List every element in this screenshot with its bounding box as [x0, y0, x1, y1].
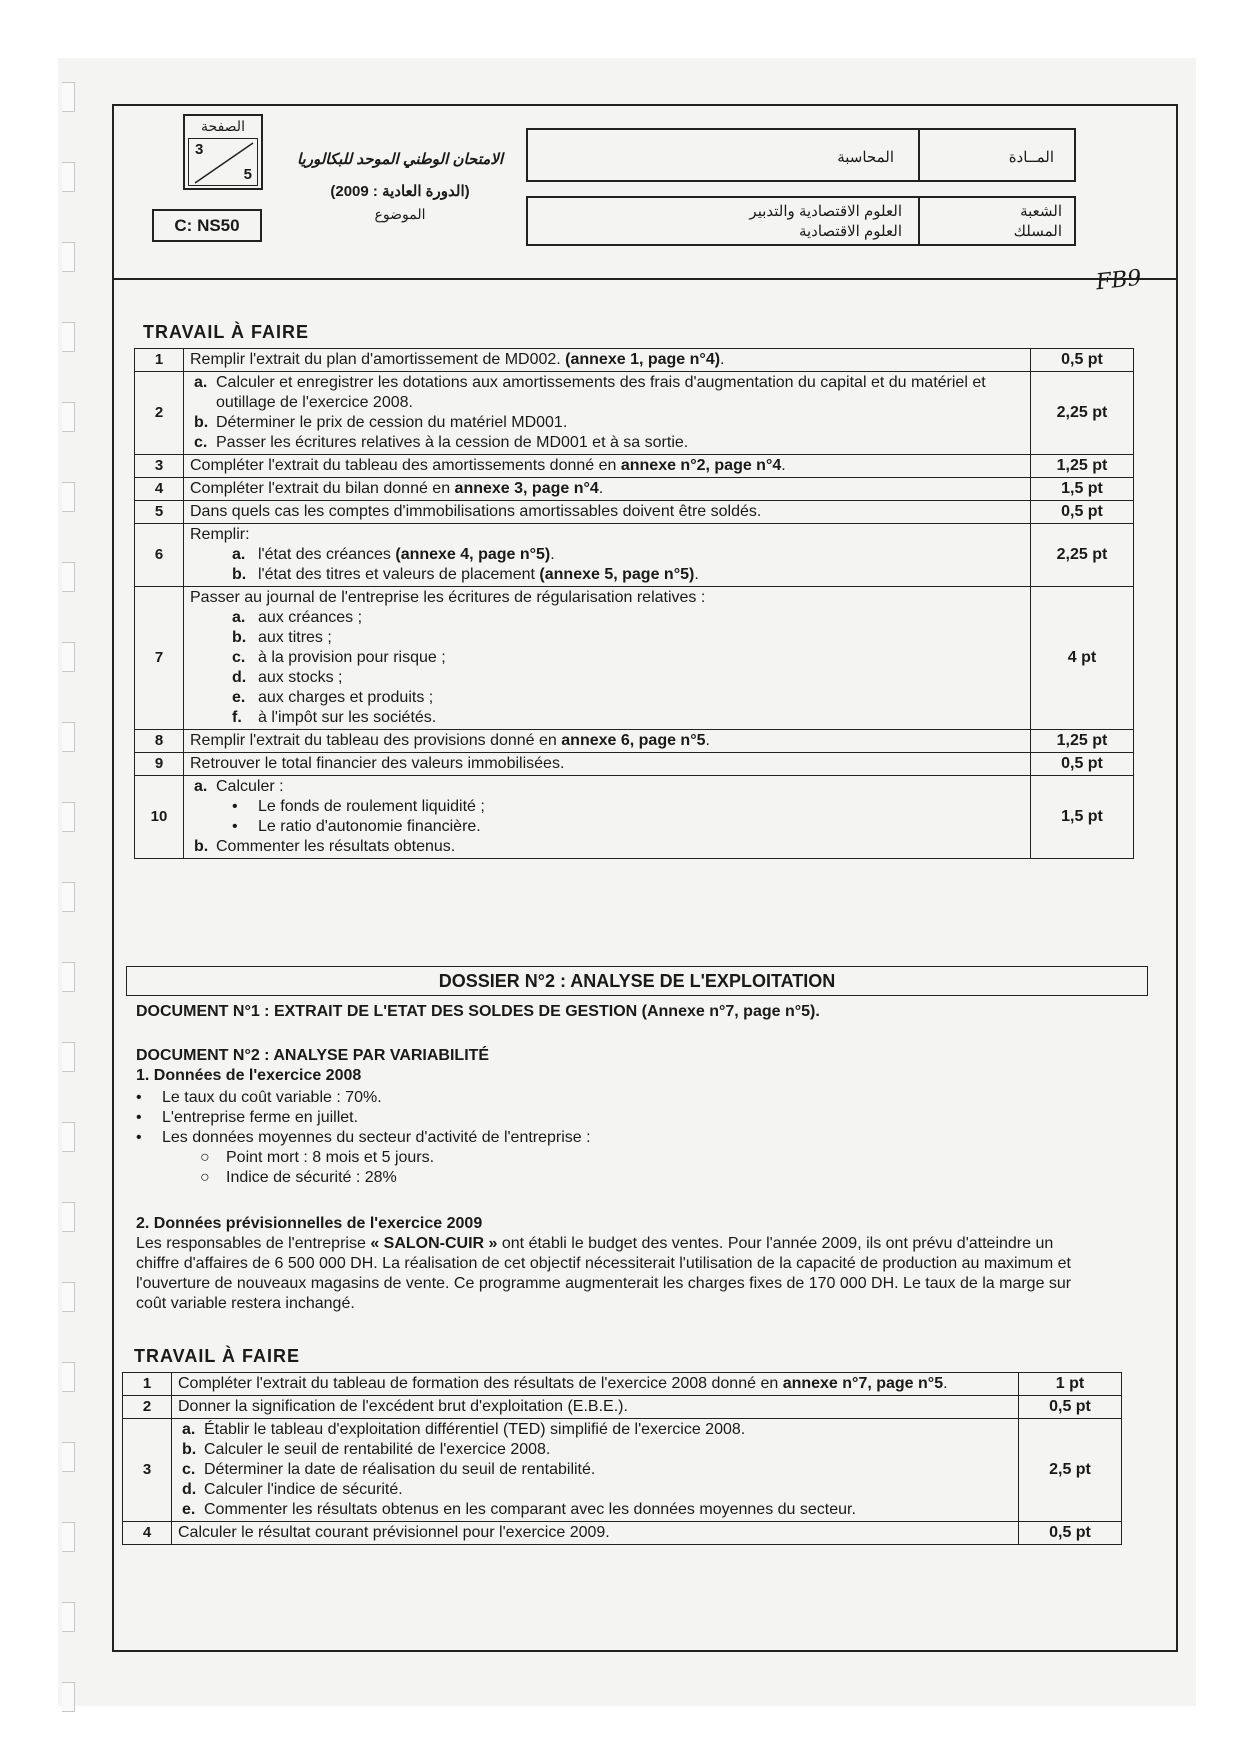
handwritten-note: FB9 [1094, 265, 1143, 296]
task-num: 5 [135, 501, 184, 524]
task-text: Donner la signification de l'excédent brut d'exploitation (E.B.E.). [172, 1396, 1019, 1419]
task-num: 2 [123, 1396, 172, 1419]
task-num: 4 [123, 1522, 172, 1545]
table-row [135, 455, 1134, 478]
table-row [135, 753, 1134, 776]
table-row [135, 478, 1134, 501]
table-row [135, 730, 1134, 753]
data-2008-title: 1. Données de l'exercice 2008 [136, 1067, 362, 1084]
dossier-title: DOSSIER N°2 : ANALYSE DE L'EXPLOITATION [126, 966, 1148, 996]
subject-word: الموضوع [374, 206, 426, 222]
page-number-box [183, 114, 263, 190]
table-row [123, 1522, 1122, 1545]
document-2: DOCUMENT N°2 : ANALYSE PAR VARIABILITÉ [136, 1047, 490, 1064]
table-row [135, 501, 1134, 524]
task-text: Compléter l'extrait du bilan donné en annexe 3, page n°4. [184, 478, 1031, 501]
task-text: Calculer le résultat courant prévisionnel pour l'exercice 2009. [172, 1522, 1019, 1545]
matiere-value: المحاسبة [837, 149, 894, 166]
task-points: 1 pt [1019, 1373, 1122, 1396]
list-item: ○ Point mort : 8 mois et 5 jours. [200, 1149, 435, 1166]
task-points: 1,25 pt [1031, 455, 1134, 478]
task-num: 10 [135, 776, 184, 859]
task-points: 2,5 pt [1019, 1419, 1122, 1522]
task-num: 7 [135, 587, 184, 730]
table-row [135, 349, 1134, 372]
table-row [135, 372, 1134, 455]
exam-title: الامتحان الوطني الموحد للبكالوريا [296, 151, 504, 168]
table-row [123, 1396, 1122, 1419]
task-points: 0,5 pt [1019, 1396, 1122, 1419]
task-points: 1,25 pt [1031, 730, 1134, 753]
filiere-label: الشعبة [1020, 203, 1062, 220]
task-text: Passer au journal de l'entreprise les écritures de régularisation relatives : a. aux créances ; b. aux titres ; c. à la provision pour risque ; d. aux stocks ; e. aux charges et produits ; f. à l'impôt sur les sociétés. [184, 587, 1031, 730]
forecast-paragraph: Les responsables de l'entreprise « SALON-CUIR » ont établi le budget des ventes. Pour l'année 2009, ils ont prévu d'atteindre un chiffre d'affaires de 6 500 000 DH. La réalisation de cet objectif nécessiterait l'utilisation de la capacité de production au maximum et l'ouverture de nouveaux magasins de vente. Ce programme augmenterait les charges fixes de 170 000 DH. Le taux de la marge sur coût variable restera inchangé. [136, 1235, 1072, 1312]
task-num: 3 [135, 455, 184, 478]
travail-title-2: TRAVAIL À FAIRE [134, 1346, 301, 1366]
task-points: 1,5 pt [1031, 776, 1134, 859]
task-num: 3 [123, 1419, 172, 1522]
task-num: 4 [135, 478, 184, 501]
binder-holes [62, 62, 82, 1702]
task-points: 2,25 pt [1031, 524, 1134, 587]
task-text: Remplir l'extrait du tableau des provisions donné en annexe 6, page n°5. [184, 730, 1031, 753]
task-points: 1,5 pt [1031, 478, 1134, 501]
list-item: • L'entreprise ferme en juillet. [136, 1109, 359, 1126]
forecast-title: 2. Données prévisionnelles de l'exercice 2009 [136, 1215, 483, 1232]
task-table-1 [134, 348, 1134, 859]
page-label: الصفحة [201, 118, 245, 134]
matiere-label: المــادة [1008, 149, 1054, 166]
task-text: a. Établir le tableau d'exploitation différentiel (TED) simplifié de l'exercice 2008. b. Calculer le seuil de rentabilité de l'exercice 2008. c. Déterminer la date de réalisation du seuil de rentabilité. d. Calculer l'indice de sécurité. e. Commenter les résultats obtenus en les comparant avec les données moyennes du secteur. [172, 1419, 1019, 1522]
data-2008-list [136, 1088, 1136, 1188]
task-text: a. Calculer et enregistrer les dotations aux amortissements des frais d'augmentation du capital et du matériel et outillage de l'exercice 2008. b. Déterminer le prix de cession du matériel MD001. c. Passer les écritures relatives à la cession de MD001 et à sa sortie. [184, 372, 1031, 455]
task-table-2 [122, 1372, 1122, 1545]
task-points: 0,5 pt [1031, 753, 1134, 776]
task-num: 2 [135, 372, 184, 455]
task-text: Remplir l'extrait du plan d'amortissement de MD002. (annexe 1, page n°4). [184, 349, 1031, 372]
task-text: Remplir: a. l'état des créances (annexe 4, page n°5). b. l'état des titres et valeurs de placement (annexe 5, page n°5). [184, 524, 1031, 587]
document-1: DOCUMENT N°1 : EXTRAIT DE L'ETAT DES SOLDES DE GESTION (Annexe n°7, page n°5). [136, 1003, 820, 1020]
list-item: • Le taux du coût variable : 70%. [136, 1089, 382, 1106]
task-num: 1 [123, 1373, 172, 1396]
task-points: 0,5 pt [1019, 1522, 1122, 1545]
task-points: 0,5 pt [1031, 501, 1134, 524]
page-current: 3 [195, 141, 204, 158]
option-value: العلوم الاقتصادية [798, 223, 902, 240]
filiere-box [526, 196, 1076, 246]
page-total: 5 [243, 166, 252, 183]
travail-title-1: TRAVAIL À FAIRE [143, 322, 310, 342]
header-divider [112, 278, 1178, 280]
task-num: 6 [135, 524, 184, 587]
filiere-value: العلوم الاقتصادية والتدبير [749, 203, 902, 220]
list-item: ○ Indice de sécurité : 28% [200, 1169, 397, 1186]
table-row [123, 1373, 1122, 1396]
task-text: Compléter l'extrait du tableau de formation des résultats de l'exercice 2008 donné en annexe n°7, page n°5. [172, 1373, 1019, 1396]
table-row [135, 587, 1134, 730]
matiere-box [526, 128, 1076, 182]
task-points: 0,5 pt [1031, 349, 1134, 372]
task-points: 2,25 pt [1031, 372, 1134, 455]
table-row [123, 1419, 1122, 1522]
task-num: 8 [135, 730, 184, 753]
task-text: Retrouver le total financier des valeurs immobilisées. [184, 753, 1031, 776]
table-row [135, 776, 1134, 859]
table-row [135, 524, 1134, 587]
exam-code: C: NS50 [152, 209, 262, 242]
page-fraction [188, 138, 258, 186]
task-num: 9 [135, 753, 184, 776]
option-label: المسلك [1013, 223, 1062, 240]
task-num: 1 [135, 349, 184, 372]
task-text: Dans quels cas les comptes d'immobilisations amortissables doivent être soldés. [184, 501, 1031, 524]
task-text: a. Calculer : • Le fonds de roulement liquidité ; • Le ratio d'autonomie financière. b. Commenter les résultats obtenus. [184, 776, 1031, 859]
task-points: 4 pt [1031, 587, 1134, 730]
exam-session: (الدورة العادية : 2009) [330, 183, 470, 200]
list-item: • Les données moyennes du secteur d'activité de l'entreprise : [136, 1129, 591, 1146]
task-text: Compléter l'extrait du tableau des amortissements donné en annexe n°2, page n°4. [184, 455, 1031, 478]
